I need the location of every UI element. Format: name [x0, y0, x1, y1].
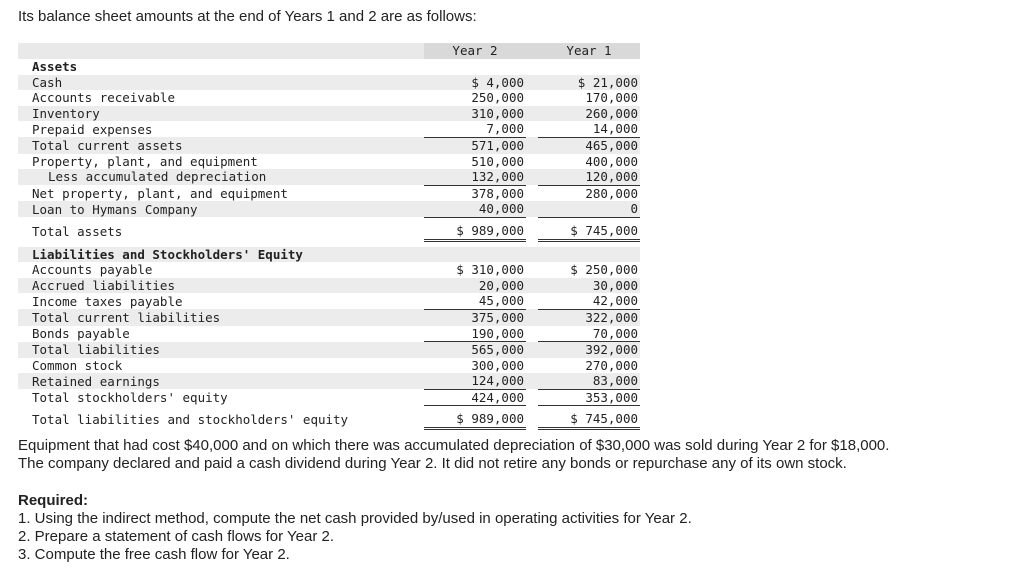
row-year-1: 170,000	[585, 90, 638, 106]
row-label: Accrued liabilities	[18, 278, 424, 294]
row-year-2: 250,000	[471, 90, 524, 106]
row-year-2: 510,000	[471, 153, 524, 169]
row-label: Total current assets	[18, 137, 424, 153]
table-header-row	[18, 43, 640, 59]
row-year-1: 400,000	[585, 153, 638, 169]
row-year-1: $ 745,000	[538, 223, 640, 240]
table-row	[18, 373, 640, 389]
row-label: Net property, plant, and equipment	[32, 185, 288, 201]
table-row	[18, 59, 640, 75]
table-row	[18, 326, 640, 342]
row-label: Total stockholders' equity	[32, 389, 228, 405]
row-year-2: 7,000	[424, 121, 526, 137]
row-year-2: 571,000	[424, 137, 526, 153]
table-row	[18, 309, 640, 325]
row-year-1: 42,000	[538, 293, 640, 309]
row-year-2	[424, 247, 526, 263]
row-year-1: 270,000	[585, 357, 638, 373]
table-row	[18, 358, 640, 374]
row-year-1: 353,000	[538, 389, 640, 406]
row-year-1: 14,000	[538, 121, 640, 137]
note-paragraph	[18, 437, 889, 473]
note-line-1: Equipment that had cost $40,000 and on which there was accumulated depreciation of $30,000 was sold during Year 2 for $18,000.	[18, 437, 890, 454]
row-label: Property, plant, and equipment	[32, 153, 258, 169]
row-year-2: 424,000	[424, 389, 526, 406]
row-label: Less accumulated depreciation	[18, 169, 424, 185]
note-line-2: The company declared and paid a cash dividend during Year 2. It did not retire any bonds or repurchase any of its own stock.	[18, 455, 847, 472]
row-label: Retained earnings	[18, 373, 424, 389]
row-year-1: 322,000	[538, 309, 640, 325]
row-label: Bonds payable	[32, 325, 130, 341]
table-row	[18, 278, 640, 294]
row-label: Total assets	[32, 223, 123, 239]
row-year-2	[424, 59, 526, 75]
row-year-1: 83,000	[538, 373, 640, 389]
row-label: Loan to Hymans Company	[18, 201, 424, 217]
row-year-2: 40,000	[424, 201, 526, 217]
required-item-2: 2. Prepare a statement of cash flows for Year 2.	[18, 528, 335, 545]
row-year-1: 280,000	[585, 185, 638, 201]
row-year-2: 190,000	[424, 326, 526, 342]
row-year-2: $ 989,000	[424, 411, 526, 428]
header-year-2: Year 2	[424, 43, 526, 59]
row-year-1: 260,000	[538, 106, 640, 122]
row-year-1: 0	[538, 201, 640, 217]
row-year-1	[538, 247, 640, 263]
required-item-3: 3. Compute the free cash flow for Year 2.	[18, 546, 290, 563]
table-row	[18, 137, 640, 153]
row-year-1	[538, 59, 640, 75]
table-row	[18, 293, 640, 309]
table-row	[18, 411, 640, 428]
row-year-1: $ 745,000	[538, 411, 640, 428]
row-year-1: $ 21,000	[538, 75, 640, 91]
row-label: Common stock	[32, 357, 123, 373]
table-row	[18, 106, 640, 122]
balance-sheet-table	[18, 43, 640, 430]
row-label: Liabilities and Stockholders' Equity	[18, 247, 424, 263]
required-section	[18, 492, 692, 564]
row-label: Accounts receivable	[32, 90, 175, 106]
table-row	[18, 90, 640, 106]
row-year-2: 378,000	[471, 185, 524, 201]
row-label: Cash	[18, 75, 424, 91]
table-row	[18, 201, 640, 217]
table-row	[18, 121, 640, 137]
table-row	[18, 389, 640, 406]
row-label: Total current liabilities	[18, 309, 424, 325]
row-label: Inventory	[18, 106, 424, 122]
table-row	[18, 154, 640, 170]
row-label: Assets	[32, 59, 78, 74]
table-row	[18, 185, 640, 201]
row-year-1: 30,000	[538, 278, 640, 294]
row-year-2: 132,000	[424, 169, 526, 185]
row-year-2: 20,000	[424, 278, 526, 294]
table-row	[18, 223, 640, 240]
row-year-1: 70,000	[538, 326, 640, 342]
table-row	[18, 247, 640, 263]
required-title: Required:	[18, 492, 89, 509]
row-year-1: 120,000	[538, 169, 640, 185]
table-row	[18, 262, 640, 278]
row-year-1: 392,000	[538, 342, 640, 358]
row-year-1: 465,000	[538, 137, 640, 153]
row-year-2: 565,000	[424, 342, 526, 358]
row-year-2: 300,000	[471, 357, 524, 373]
row-label: Prepaid expenses	[32, 121, 153, 137]
row-label: Total liabilities and stockholders' equity	[32, 412, 349, 428]
row-year-2: 45,000	[424, 293, 526, 309]
row-year-2: $ 310,000	[456, 262, 524, 278]
header-gap	[526, 43, 538, 59]
row-label: Accounts payable	[32, 262, 153, 278]
required-item-1: 1. Using the indirect method, compute the net cash provided by/used in operating activities for Year 2.	[18, 510, 692, 527]
row-year-2: 310,000	[424, 106, 526, 122]
row-year-2: 375,000	[424, 309, 526, 325]
table-row	[18, 169, 640, 185]
header-year-1: Year 1	[538, 43, 640, 59]
row-year-2: $ 4,000	[424, 75, 526, 91]
table-row	[18, 342, 640, 358]
row-year-1: $ 250,000	[570, 262, 638, 278]
row-label: Total liabilities	[18, 342, 424, 358]
row-label: Income taxes payable	[32, 293, 183, 309]
table-row	[18, 75, 640, 91]
header-label-cell	[18, 43, 424, 59]
intro-text: Its balance sheet amounts at the end of Years 1 and 2 are as follows:	[18, 8, 477, 25]
row-year-2: $ 989,000	[424, 223, 526, 240]
row-year-2: 124,000	[424, 373, 526, 389]
